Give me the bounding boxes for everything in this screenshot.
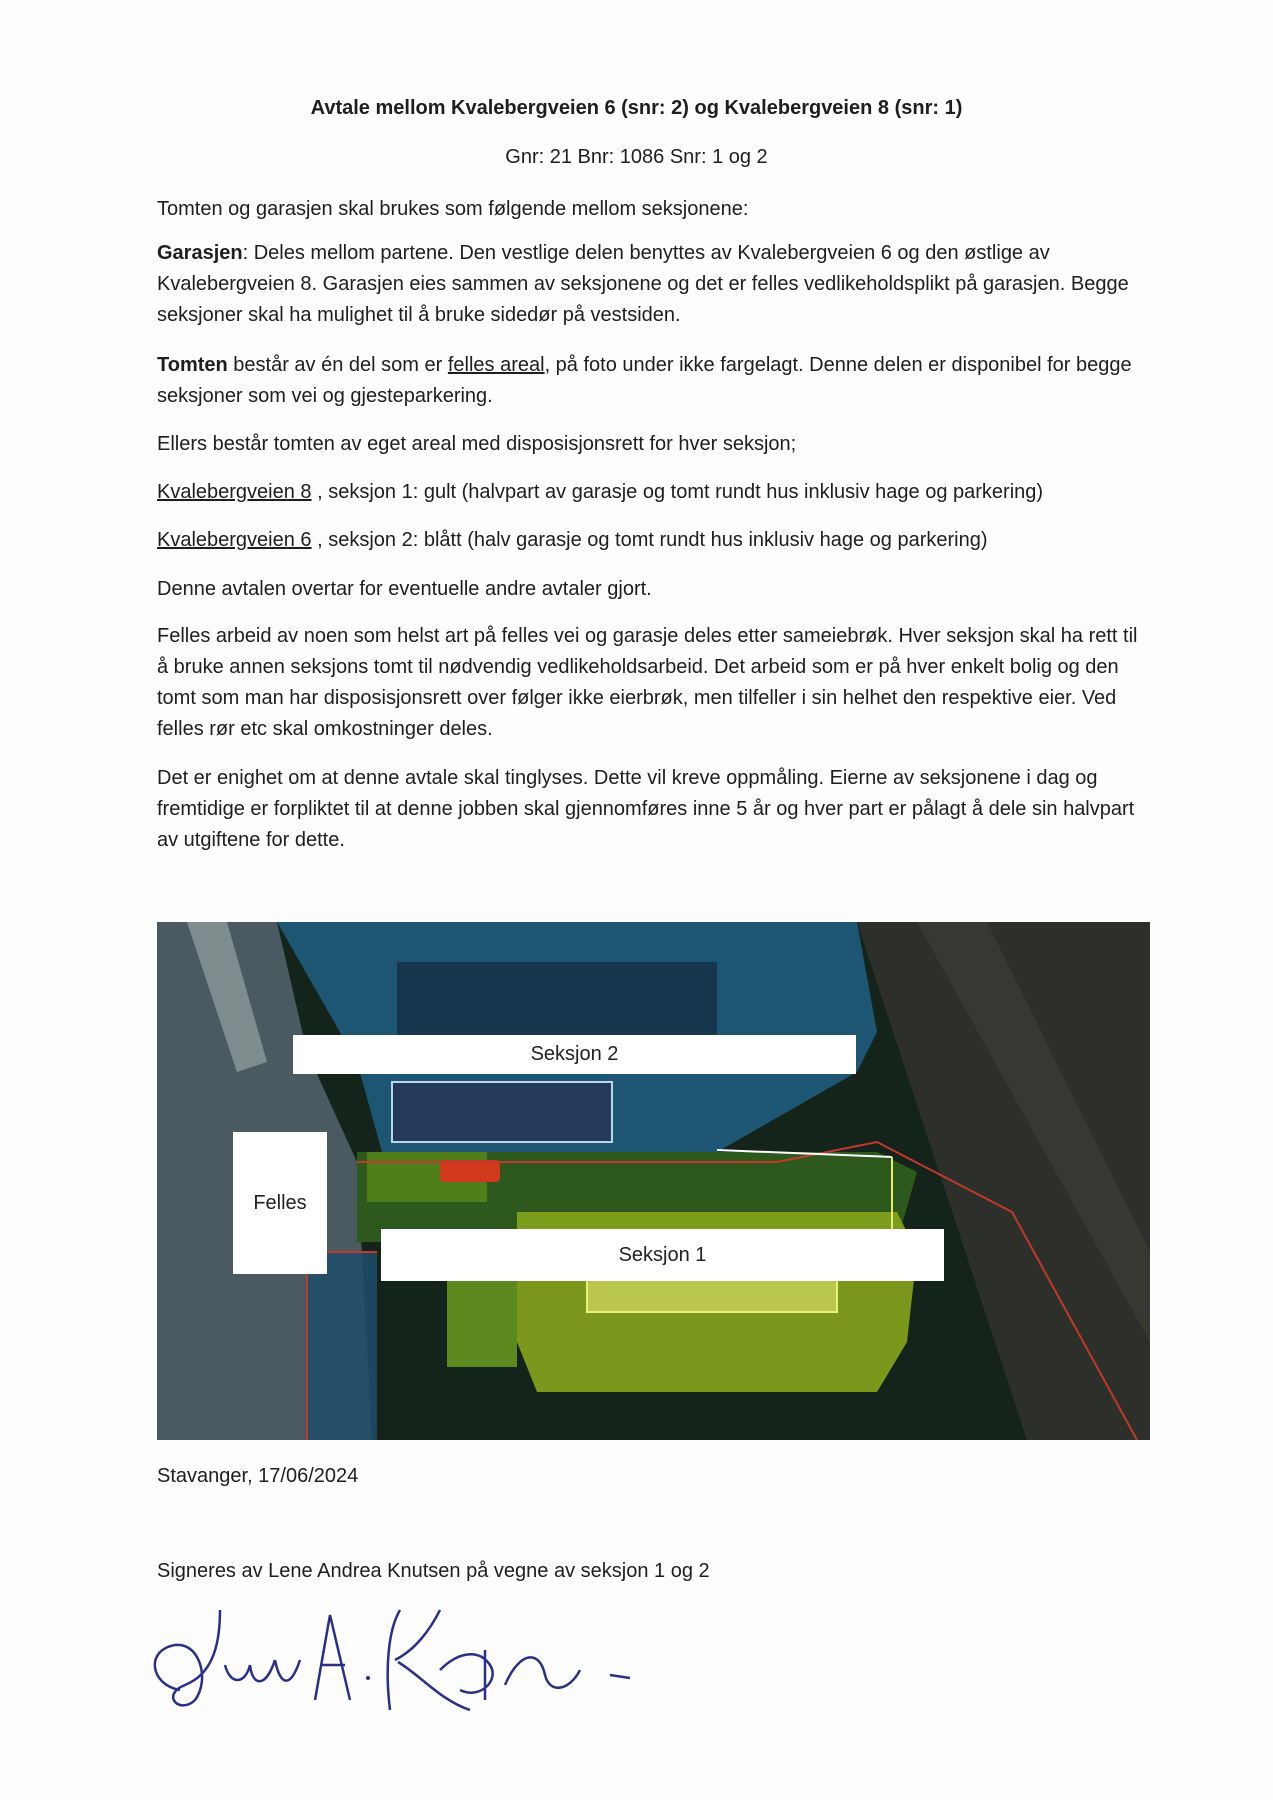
section2-text: , seksjon 2: blått (halv garasje og tomt rundt hus inklusiv hage og parkering): [311, 529, 988, 551]
shared-area-term: felles areal: [447, 354, 545, 376]
plot-paragraph: [157, 350, 1147, 412]
garage-label: Garasjen: [157, 242, 243, 264]
registration-paragraph: Det er enighet om at denne avtale skal tinglyses. Dette vil kreve oppmåling. Eierne av seksjonene i dag og fremtidige er forpliktet til at denne jobben skal gjennomføres inne 5 år og hver part er pålagt å dele sin halvpart av utgiftene for dette.: [157, 767, 1135, 851]
supersedes-paragraph: Denne avtalen overtar for eventuelle andre avtaler gjort.: [157, 578, 652, 600]
place-date: Stavanger, 17/06/2024: [157, 1465, 359, 1487]
section1-paragraph: [157, 477, 1147, 508]
map-label-section2: Seksjon 2: [293, 1035, 856, 1074]
otherwise-paragraph: Ellers består tomten av eget areal med disposisjonsrett for hver seksjon;: [157, 433, 797, 455]
section2-address: Kvalebergveien 6: [157, 529, 312, 551]
section2-paragraph: [157, 525, 1147, 556]
handwritten-signature: [140, 1590, 660, 1730]
property-id: Gnr: 21 Bnr: 1086 Snr: 1 og 2: [505, 146, 768, 168]
map-label-section1: Seksjon 1: [381, 1229, 944, 1281]
signature-caption: Signeres av Lene Andrea Knutsen på vegne av seksjon 1 og 2: [157, 1560, 710, 1582]
document-title: Avtale mellom Kvalebergveien 6 (snr: 2) og Kvalebergveien 8 (snr: 1): [310, 97, 963, 119]
aerial-site-map: [157, 922, 1150, 1440]
garage-paragraph: [157, 238, 1147, 331]
map-label-felles: Felles: [233, 1132, 327, 1274]
garage-text: : Deles mellom partene. Den vestlige delen benyttes av Kvalebergveien 6 og den østlige av Kvalebergveien 8. Garasjen eies sammen av seksjonene og det er felles vedlikeholdsplikt på garasjen. Begge seksjoner skal ha mulighet til å bruke sidedør på vestsiden.: [157, 242, 1129, 326]
shared-work-paragraph: Felles arbeid av noen som helst art på felles vei og garasje deles etter sameiebrøk. Hver seksjon skal ha rett til å bruke annen seksjons tomt til nødvendig vedlikeholdsarbeid. Det arbeid som er på hver enkelt bolig og den tomt som man har disposisjonsrett over følger ikke eierbrøk, men tilfeller i sin helhet den respektive eier. Ved felles rør etc skal omkostninger deles.: [157, 625, 1138, 740]
plot-text-a: består av én del som er: [227, 354, 448, 376]
section1-address: Kvalebergveien 8: [157, 481, 312, 503]
plot-label: Tomten: [157, 354, 228, 376]
intro-paragraph: Tomten og garasjen skal brukes som følgende mellom seksjonene:: [157, 198, 749, 220]
section1-text: , seksjon 1: gult (halvpart av garasje og tomt rundt hus inklusiv hage og parkering): [311, 481, 1044, 503]
plot-text-b: , på foto under ikke fargelagt. Denne delen er disponibel for begge seksjoner som vei og gjesteparkering.: [157, 354, 1132, 407]
